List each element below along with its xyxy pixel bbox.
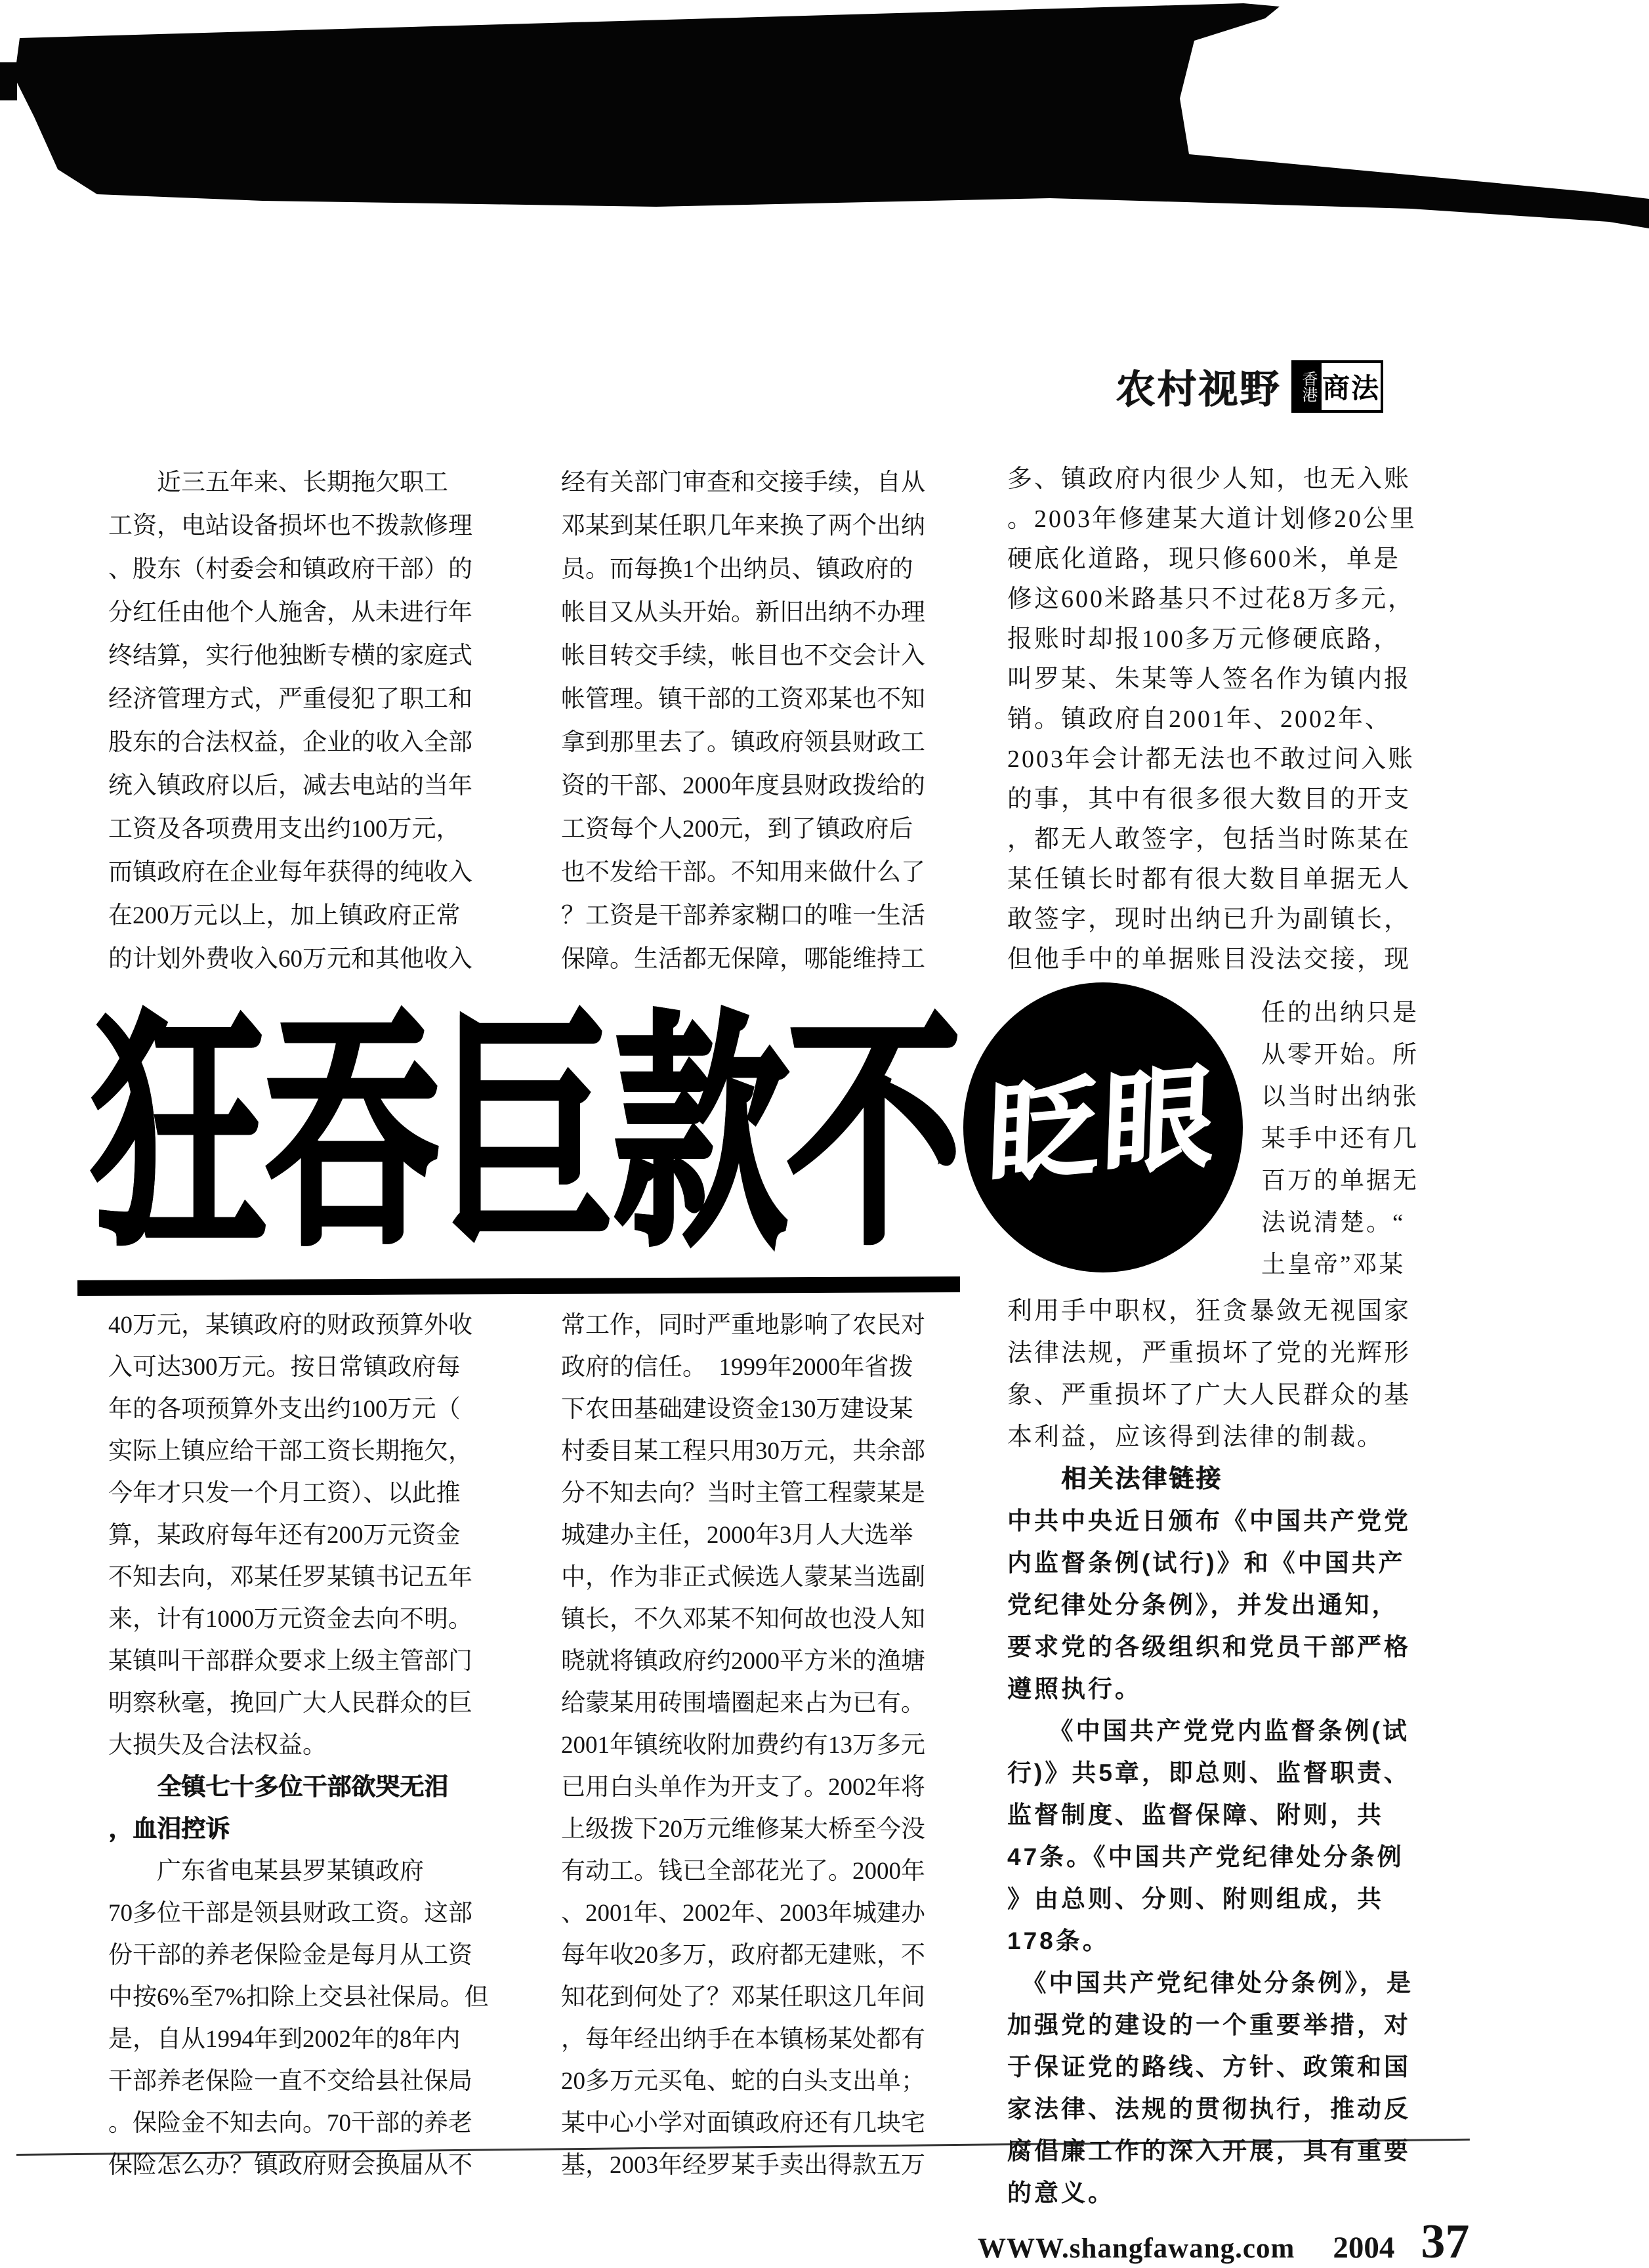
text-line: 已用白头单作为开支了。2002年将	[561, 1774, 925, 1801]
scan-artifact-left-edge	[0, 62, 17, 100]
section-title: 农村视野	[1116, 368, 1281, 411]
legal-paragraph	[1007, 1500, 1423, 2214]
text-line: 份干部的养老保险金是每月从工资	[108, 1942, 472, 1969]
text-line: ，每年经出纳手在本镇杨某处都有	[561, 2026, 925, 2053]
text-line: 某任镇长时都有很大数目单据无人	[1007, 866, 1411, 893]
text-line: 而镇政府在企业每年获得的纯收入	[108, 859, 472, 886]
footer-website: WWW.shangfawang.com	[978, 2233, 1295, 2264]
text-line: 镇长，不久邓某不知何故也没人知	[561, 1606, 925, 1633]
text-line: 的计划外费收入60万元和其他收入	[108, 946, 472, 973]
text-line: 统入镇政府以后，减去电站的当年	[108, 772, 472, 799]
text-line: 某手中还有几	[1261, 1125, 1419, 1152]
text-line: 的事，其中有很多很大数目的开支	[1007, 786, 1411, 813]
text-line: 法律法规，严重损坏了党的光辉形	[1007, 1339, 1411, 1367]
text-line: 要求党的各级组织和党员干部严格	[1007, 1633, 1411, 1660]
subhead-legal-links: 相关法律链接	[1007, 1465, 1223, 1493]
text-line: 帐目又从头开始。新旧出纳不办理	[561, 599, 925, 626]
text-line: 经济管理方式，严重侵犯了职工和	[108, 686, 472, 713]
text-line: 知花到何处了？邓某任职这几年间	[561, 1984, 925, 2011]
text-line: 70多位干部是领县财政工资。这部	[108, 1900, 472, 1927]
text-line: 腐倡廉工作的深入开展，具有重要	[1007, 2137, 1411, 2164]
text-line: 邓某到某任职几年来换了两个出纳	[561, 513, 925, 539]
text-line: 监督制度、监督保障、附则，共	[1007, 1801, 1384, 1828]
text-line: 178条。	[1007, 1927, 1110, 1954]
text-line: 土皇帝”邓某	[1261, 1251, 1406, 1278]
headline-circle	[963, 982, 1243, 1272]
text-line: 报账时却报100多万元修硬底路，	[1007, 625, 1401, 653]
text-line: 来，计有1000万元资金去向不明。	[108, 1606, 472, 1633]
column-top-middle	[561, 461, 974, 981]
paragraph	[1007, 1290, 1423, 1458]
text-line: 帐管理。镇干部的工资邓某也不知	[561, 686, 925, 713]
text-line: 工资及各项费用支出约100万元，	[108, 816, 461, 843]
headline: 狂吞巨款不	[92, 1001, 961, 1274]
text-line: 的意义。	[1007, 2179, 1115, 2206]
column-circle-wrap	[1261, 992, 1423, 1286]
text-line: 于保证党的路线、方针、政策和国	[1007, 2053, 1411, 2080]
text-line: 今年才只发一个月工资）、以此推	[108, 1480, 461, 1507]
text-line: 政府的信任。 1999年2000年省拨	[561, 1354, 913, 1381]
text-line: 入可达300万元。按日常镇政府每	[108, 1354, 461, 1381]
text-line: 2001年镇统收附加费约有13万多元	[561, 1732, 925, 1759]
text-line: 中，作为非正式候选人蒙某当选副	[561, 1564, 925, 1591]
text-line: 有动工。钱已全部花光了。2000年	[561, 1858, 925, 1885]
text-line: 广东省电某县罗某镇政府	[108, 1858, 424, 1885]
text-line: 保障。生活都无保障，哪能维持工	[561, 946, 925, 973]
text-line: 。2003年修建某大道计划修20公里	[1007, 505, 1417, 533]
text-line: 修这600米路基只不过花8万多元，	[1007, 585, 1415, 613]
text-line: 20多万元买龟、蛇的白头支出单；	[561, 2068, 925, 2095]
text-line: ？工资是干部养家糊口的唯一生活	[561, 902, 925, 929]
text-line: 加强党的建设的一个重要举措，对	[1007, 2011, 1411, 2038]
text-line: 干部养老保险一直不交给县社保局	[108, 2068, 472, 2095]
text-line: 叫罗某、朱某等人签名作为镇内报	[1007, 665, 1411, 693]
text-line: 算，某政府每年还有200万元资金	[108, 1522, 461, 1549]
text-line: 资的干部、2000年度县财政拨给的	[561, 772, 925, 799]
text-line: 《中国共产党纪律处分条例》，是	[1007, 1969, 1413, 1996]
text-line: 销。镇政府自2001年、2002年、	[1007, 705, 1392, 733]
text-line: 工资每个人200元，到了镇政府后	[561, 816, 913, 843]
subhead-cadres	[108, 1767, 533, 1851]
text-line: 从零开始。所	[1261, 1041, 1419, 1068]
column-bottom-right	[1007, 1290, 1423, 2214]
text-line: 中按6%至7%扣除上交县社保局。但	[108, 1984, 489, 2011]
text-line: 2003年会计都无法也不敢过问入账	[1007, 746, 1415, 773]
text-line: 行)》共5章，即总则、监督职责、	[1007, 1759, 1411, 1786]
text-line: 不知去向，邓某任罗某镇书记五年	[108, 1564, 472, 1591]
text-line: 百万的单据无	[1261, 1167, 1419, 1194]
text-line: 股东的合法权益，企业的收入全部	[108, 729, 472, 756]
text-line: 中共中央近日颁布《中国共产党党	[1007, 1507, 1411, 1534]
text-line: 近三五年来、长期拖欠职工	[108, 469, 448, 496]
text-line: 47条。《中国共产党纪律处分条例	[1007, 1843, 1404, 1870]
text-line: ，血泪控诉	[108, 1816, 230, 1843]
footer-year: 2004	[1333, 2231, 1395, 2265]
text-line: 利用手中职权，狂贪暴敛无视国家	[1007, 1297, 1411, 1325]
text-line: 分红任由他个人施舍，从未进行年	[108, 599, 472, 626]
text-line: 某镇叫干部群众要求上级主管部门	[108, 1648, 472, 1675]
text-line: 、2001年、2002年、2003年城建办	[561, 1900, 925, 1927]
text-line: 每年收20多万，政府都无建账，不	[561, 1942, 925, 1969]
text-line: 工资，电站设备损坏也不拨款修理	[108, 513, 472, 539]
text-line: 晓就将镇政府约2000平方米的渔塘	[561, 1648, 925, 1675]
text-line: 也不发给干部。不知用来做什么了	[561, 859, 925, 886]
text-line: 经有关部门审查和交接手续，自从	[561, 469, 925, 496]
text-line: 象、严重损坏了广大人民群众的基	[1007, 1381, 1411, 1409]
paragraph	[108, 1851, 533, 2187]
text-line: 给蒙某用砖围墙圈起来占为已有。	[561, 1690, 925, 1717]
column-bottom-middle	[561, 1305, 976, 2187]
text-line: 村委目某工程只用30万元，共余部	[561, 1438, 925, 1465]
text-line: 硬底化道路，现只修600米，单是	[1007, 545, 1401, 573]
text-line: 某中心小学对面镇政府还有几块宅	[561, 2110, 925, 2137]
text-line: 基，2003年经罗某手卖出得款五万	[561, 2152, 925, 2179]
badge-hongkong-label: 香港	[1294, 363, 1322, 410]
text-line: 员。而每换1个出纳员、镇政府的	[561, 556, 913, 583]
column-top-left	[108, 461, 532, 981]
text-line: 党纪律处分条例》，并发出通知，	[1007, 1591, 1399, 1618]
footer-page-number: 37	[1421, 2215, 1470, 2268]
column-top-right	[1007, 459, 1422, 980]
text-line: 以当时出纳张	[1261, 1083, 1419, 1110]
text-line: ，都无人敢签字，包括当时陈某在	[1007, 826, 1411, 853]
text-line: 任的出纳只是	[1261, 999, 1419, 1026]
text-line: 明察秋毫，挽回广大人民群众的巨	[108, 1690, 472, 1717]
text-line: 城建办主任，2000年3月人大选举	[561, 1522, 913, 1549]
text-line: 》由总则、分则、附则组成，共	[1007, 1885, 1384, 1912]
text-line: 本利益，应该得到法律的制裁。	[1007, 1423, 1385, 1451]
column-bottom-left	[108, 1305, 533, 2187]
text-line: 敢签字，现时出纳已升为副镇长，	[1007, 906, 1411, 933]
text-line: 常工作，同时严重地影响了农民对	[561, 1312, 925, 1339]
text-line: 在200万元以上，加上镇政府正常	[108, 902, 461, 929]
text-line: 大损失及合法权益。	[108, 1732, 327, 1759]
section-badge	[1291, 360, 1383, 413]
text-line: 法说清楚。“	[1261, 1209, 1406, 1236]
text-line: 《中国共产党党内监督条例(试	[1007, 1717, 1409, 1744]
text-line: 终结算，实行他独断专横的家庭式	[108, 642, 472, 669]
text-line: 年的各项预算外支出约100万元（	[108, 1396, 461, 1423]
text-line: 。保险金不知去向。70干部的养老	[108, 2110, 472, 2137]
text-line: 40万元，某镇政府的财政预算外收	[108, 1312, 472, 1339]
page-footer	[978, 2214, 1469, 2268]
text-line: 实际上镇应给干部工资长期拖欠，	[108, 1438, 472, 1465]
masthead	[1116, 358, 1383, 415]
text-line: 是，自从1994年到2002年的8年内	[108, 2026, 461, 2053]
text-line: 家法律、法规的贯彻执行，推动反	[1007, 2095, 1411, 2122]
headline-rule	[77, 1276, 960, 1296]
text-line: 下农田基础建设资金130万建设某	[561, 1396, 913, 1423]
badge-shangfa-label: 商法	[1322, 363, 1381, 410]
text-line: 、股东（村委会和镇政府干部）的	[108, 556, 472, 583]
text-line: 内监督条例(试行)》和《中国共产	[1007, 1549, 1406, 1576]
text-line: 上级拨下20万元维修某大桥至今没	[561, 1816, 925, 1843]
text-line: 拿到那里去了。镇政府领县财政工	[561, 729, 925, 756]
text-line: 保险怎么办？镇政府财会换届从不	[108, 2152, 472, 2179]
text-line: 分不知去向？当时主管工程蒙某是	[561, 1480, 925, 1507]
text-line: 全镇七十多位干部欲哭无泪	[108, 1774, 448, 1801]
paragraph	[108, 1305, 533, 1767]
scan-artifact-top	[0, 0, 1649, 236]
text-line: 遵照执行。	[1007, 1675, 1142, 1702]
text-line: 多、镇政府内很少人知，也无入账	[1007, 465, 1411, 493]
text-line: 帐目转交手续，帐目也不交会计入	[561, 642, 925, 669]
headline-circle-text: 眨眼	[986, 1056, 1221, 1199]
text-line: 但他手中的单据账目没法交接，现	[1007, 946, 1411, 973]
